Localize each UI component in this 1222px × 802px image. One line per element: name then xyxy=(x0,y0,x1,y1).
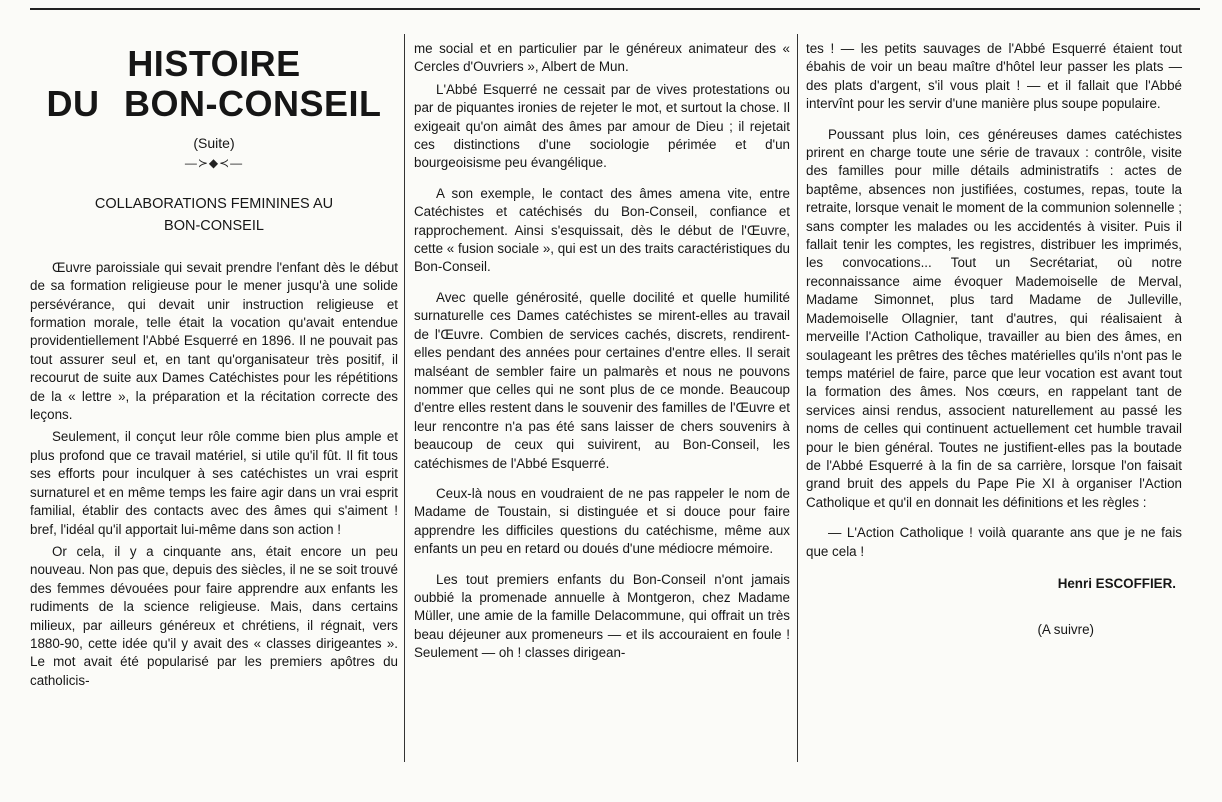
column-1 xyxy=(30,36,398,690)
paragraph: me social et en particulier par le généreux animateur des « Cercles d'Ouvriers », Albert de Mun. xyxy=(414,41,790,75)
paragraph: Seulement, il conçut leur rôle comme bien plus ample et plus profond que ce travail matériel, si utile qu'il fût. Il fit tous ses efforts pour inculquer à ses catéchistes un vrai esprit surnaturel et en même temps les faire agir dans un vrai esprit familial, établir des contacts avec des âmes qui s'aiment ! bref, l'idéal qu'il apportait lui-même dans son action ! xyxy=(30,429,398,537)
article-title xyxy=(30,44,398,124)
paragraph: Avec quelle générosité, quelle docilité et quelle humilité surnaturelle ces Dames catéchistes se mirent-elles au travail de l'Œuvre. Combien de services cachés, discrets, rendirent-elles pendant des années pour certaines d'entre elles. Il serait malséant de sembler faire un palmarès et nous ne pouvons nommer que celles qui ne sont plus de ce monde. Beaucoup d'entre elles restent dans le souvenir des familles de l'Œuvre et leur rencontre n'a pas été sans laisser de chers souvenirs à beaucoup de ceux qui suivirent, au Bon-Conseil, les catéchismes de l'Abbé Esquerré. xyxy=(414,289,790,471)
column-2 xyxy=(414,40,790,663)
section-title-line-2: BON-CONSEIL xyxy=(164,217,264,234)
section-title xyxy=(30,193,398,237)
paragraph: Poussant plus loin, ces généreuses dames catéchistes prirent en charge toute une série de travaux : contrôle, visite des familles pour mille détails administratifs : actes de baptême, absences non justifiées, costumes, repas, toute la retraite, lorsque venait le moment de la communion solennelle ; sans compter les malades ou les accidentés à visiter. Puis il fallait tenir les comptes, les registres, distribuer les imprimés, les convocations... Tout un Secrétariat, où notre reconnaissance aime évoquer Mademoiselle de Merval, Madame Simonnet, plus tard Madame de Julleville, Mademoiselle Ollagnier, tant d'autres, qui réalisaient à merveille l'Action Catholique, travailler au bien des âmes, en soulageant les prêtres des têches matérielles qu'ils n'ont pas le temps matériel de faire, parce que leur vocation est avant tout la formation des âmes. Nos cœurs, en rappelant tant de services ainsi rendus, associent naturellement au passé les noms de celles qui continuent actuellement cet humble travail pour le bien général. Toutes ne justifient-elles pas la boutade de l'Abbé Esquerré à la fin de sa carrière, lorsque l'on faisait grand bruit des appels du Pape Pie XI à organiser l'Action Catholique et qu'il en donnait les définitions et les règles : xyxy=(806,126,1182,510)
title-line-2: DU BON-CONSEIL xyxy=(46,83,382,124)
author-signature: Henri ESCOFFIER. xyxy=(1057,575,1176,591)
paragraph: L'Abbé Esquerré ne cessait par de vives protestations ou par de piquantes ironies de rejeter le mot, et surtout la chose. Il exigeait qu'on aimât des âmes par amour de Dieu ; il rejetait ces distinctions d'une sociologie périmée et d'un bourgeoisisme peu évangélique. xyxy=(414,81,790,171)
section-title-line-1: COLLABORATIONS FEMININES AU xyxy=(94,195,334,212)
paragraph: tes ! — les petits sauvages de l'Abbé Esquerré étaient tout ébahis de voir un beau maître d'hôtel leur passer les plats — des plats d'argent, s'il vous plait ! — et il fallait que l'Abbé intervînt pour les servir d'une manière plus soupe populaire. xyxy=(806,41,1182,112)
suite-label: (Suite) xyxy=(193,135,235,151)
ornament-divider: —≻◆≺— xyxy=(184,156,244,171)
paragraph: Ceux-là nous en voudraient de ne pas rappeler le nom de Madame de Toustain, si distinguée et si douce pour faire apprendre les difficiles questions du catéchisme, même aux enfants un peu en retard ou doués d'une médiocre mémoire. xyxy=(414,485,790,557)
paragraph: A son exemple, le contact des âmes amena vite, entre Catéchistes et catéchisés du Bon-Conseil, confiance et rapprochement. Ainsi s'esquissait, dès le début de l'Œuvre, cette « fusion sociale », qui est un des traits caractéristiques du Bon-Conseil. xyxy=(414,185,790,275)
top-rule xyxy=(30,8,1200,10)
paragraph: — L'Action Catholique ! voilà quarante ans que je ne fais que cela ! xyxy=(806,525,1182,559)
to-be-continued: (A suivre) xyxy=(1037,622,1094,638)
column-3 xyxy=(806,40,1182,640)
column-divider xyxy=(404,34,405,762)
paragraph: Or cela, il y a cinquante ans, était encore un peu nouveau. Non pas que, depuis des siècles, il ne se soit trouvé des femmes dévouées pour faire apprendre aux enfants les rudiments de la science religieuse. Mais, dans certains milieux, par ailleurs généreux et chrétiens, il régnait, vers 1880-90, cette idée qu'il y avait des « classes dirigeantes ». Le mot avait été popularisé par les premiers apôtres du catholicis- xyxy=(30,543,398,688)
paragraph: Œuvre paroissiale qui sevait prendre l'enfant dès le début de sa formation religieuse pour le mener jusqu'à une solide persévérance, qui devait unir instruction religieuse et formation morale, telle était la vocation qu'avait entendue providentiellement l'Abbé Esquerré en 1896. Il ne pouvait pas tout assurer seul et, en tant qu'organisateur très positif, il recourut de suite aux Dames Catéchistes pour les répétitions de la « lettre », la préparation et la récitation correcte des leçons. xyxy=(30,259,398,423)
title-line-1: HISTOIRE xyxy=(127,43,301,84)
column-divider xyxy=(797,34,798,762)
paragraph: Les tout premiers enfants du Bon-Conseil n'ont jamais oubbié la promenade annuelle à Montgeron, chez Madame Müller, une amie de la famille Delacommune, qui offrait un très beau déjeuner aux promeneurs — et ils accouraient en foule ! Seulement — oh ! classes dirigean- xyxy=(414,571,790,661)
